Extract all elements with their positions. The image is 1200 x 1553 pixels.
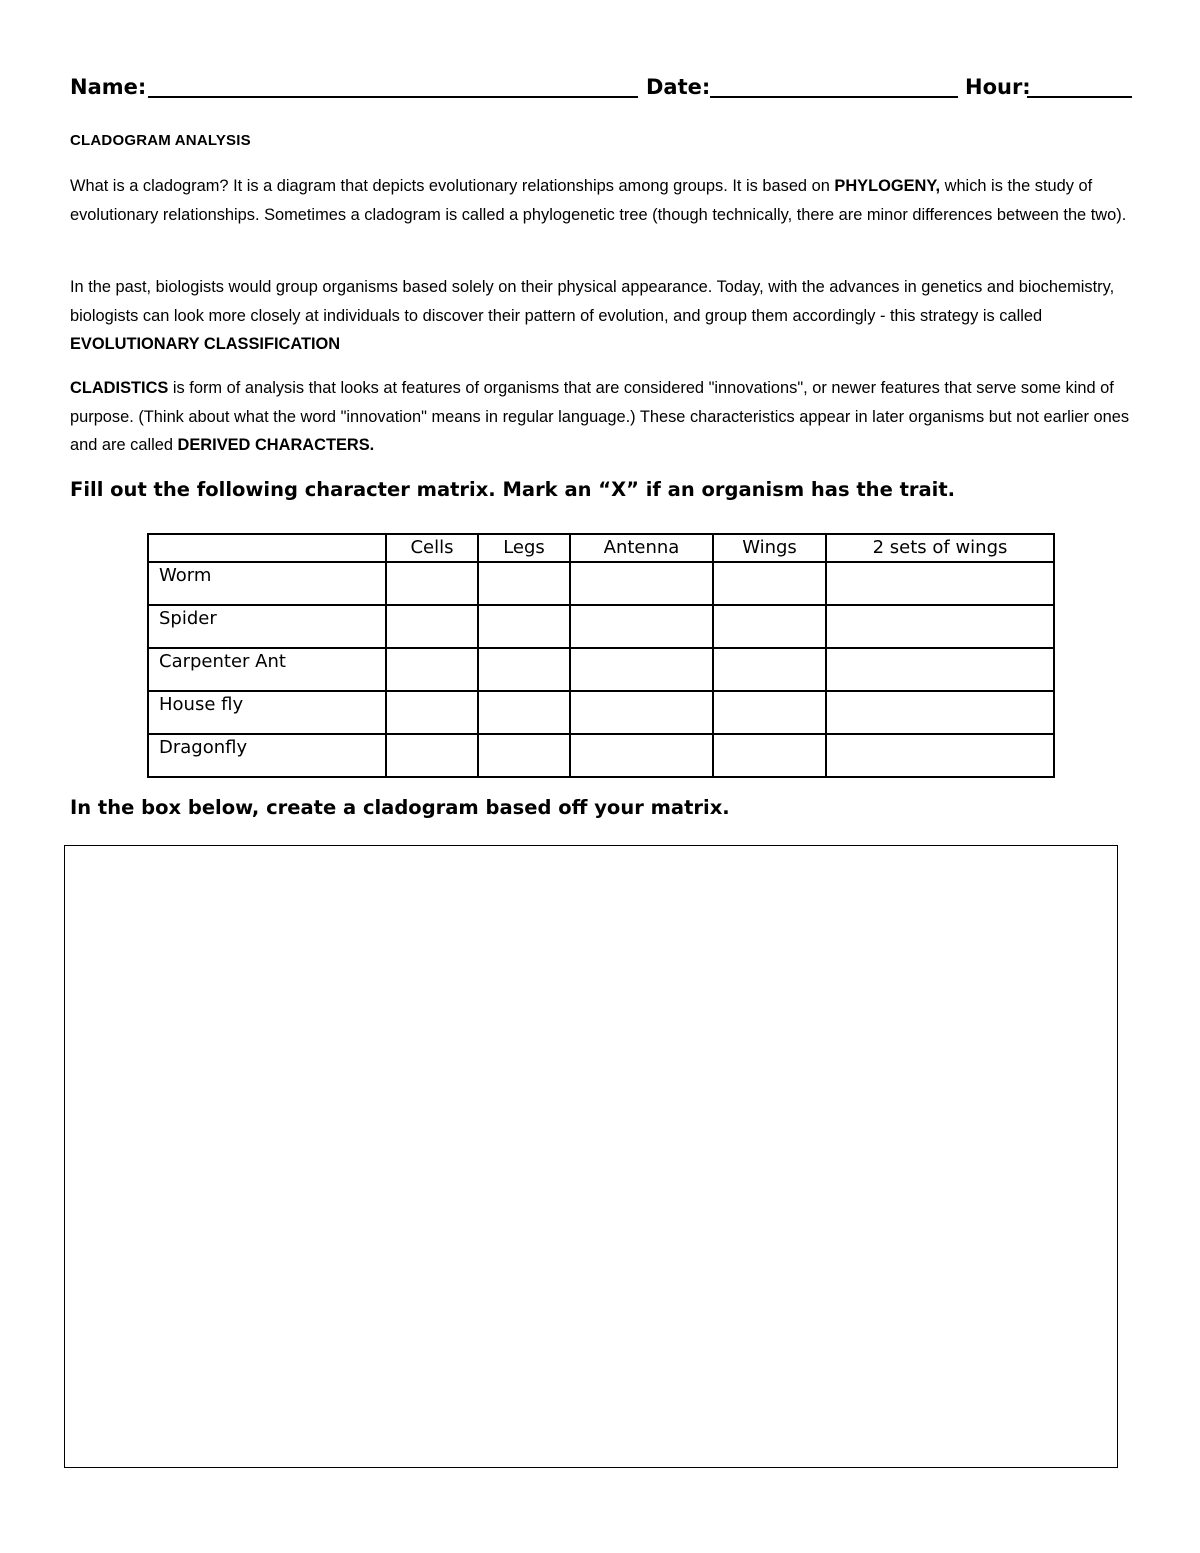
column-header-legs: Legs [478, 534, 570, 562]
matrix-cell[interactable] [713, 691, 826, 734]
matrix-corner-cell [148, 534, 386, 562]
paragraph3-term-derived-characters: DERIVED CHARACTERS. [177, 436, 375, 454]
matrix-cell[interactable] [386, 562, 478, 605]
paragraph2-term-evolutionary-classification: EVOLUTIONARY CLASSIFICATION [70, 335, 341, 353]
matrix-header-row [148, 534, 1054, 562]
matrix-cell[interactable] [713, 562, 826, 605]
row-label-spider: Spider [148, 605, 386, 648]
name-blank[interactable] [148, 96, 638, 98]
paragraph-cladistics [70, 374, 1130, 460]
student-info-line [70, 70, 1132, 104]
matrix-cell[interactable] [713, 734, 826, 777]
matrix-cell[interactable] [478, 648, 570, 691]
matrix-cell[interactable] [386, 691, 478, 734]
paragraph2-text-a: In the past, biologists would group organisms based solely on their physical appearance. Today, with the advances in genetics and biochemistry, biologists can look more closely at individuals to discover their pattern of evolution, and group them accordingly - this strategy is called [70, 278, 1115, 325]
table-row [148, 648, 1054, 691]
matrix-cell[interactable] [826, 734, 1054, 777]
hour-label: Hour: [965, 75, 1031, 99]
matrix-cell[interactable] [478, 734, 570, 777]
matrix-cell[interactable] [713, 605, 826, 648]
matrix-cell[interactable] [386, 605, 478, 648]
row-label-dragonfly: Dragonfly [148, 734, 386, 777]
matrix-cell[interactable] [826, 605, 1054, 648]
matrix-cell[interactable] [478, 605, 570, 648]
matrix-cell[interactable] [570, 648, 713, 691]
paragraph-cladogram-definition [70, 172, 1130, 229]
paragraph-evolutionary-classification [70, 273, 1130, 359]
table-row [148, 734, 1054, 777]
matrix-cell[interactable] [386, 648, 478, 691]
paragraph1-text-b: which is the study of evolutionary relationships. Sometimes a cladogram is called a phylogenetic tree (though technically, there are minor differences between the two). [70, 177, 1127, 224]
cladogram-box-instruction: In the box below, create a cladogram based off your matrix. [70, 796, 730, 819]
matrix-cell[interactable] [713, 648, 826, 691]
character-matrix-table [147, 533, 1055, 778]
cladogram-drawing-box[interactable] [64, 845, 1118, 1468]
paragraph1-term-phylogeny: PHYLOGENY, [834, 177, 941, 195]
matrix-cell[interactable] [826, 691, 1054, 734]
table-row [148, 691, 1054, 734]
column-header-wings: Wings [713, 534, 826, 562]
matrix-cell[interactable] [570, 562, 713, 605]
date-blank[interactable] [710, 96, 958, 98]
section-title: CLADOGRAM ANALYSIS [70, 132, 251, 149]
date-label: Date: [646, 75, 711, 99]
row-label-house-fly: House fly [148, 691, 386, 734]
matrix-cell[interactable] [570, 734, 713, 777]
paragraph3-text-a: is form of analysis that looks at features of organisms that are considered "innovations", or newer features that serve some kind of purpose. (Think about what the word "innovation" means in regular language.) These characteristics appear in later organisms but not earlier ones and are called [70, 379, 1130, 454]
matrix-cell[interactable] [570, 691, 713, 734]
table-row [148, 562, 1054, 605]
matrix-instruction: Fill out the following character matrix. Mark an “X” if an organism has the trait. [70, 478, 956, 501]
matrix-cell[interactable] [570, 605, 713, 648]
column-header-antenna: Antenna [570, 534, 713, 562]
column-header-2-sets-of-wings: 2 sets of wings [826, 534, 1054, 562]
row-label-carpenter-ant: Carpenter Ant [148, 648, 386, 691]
paragraph1-text-a: What is a cladogram? It is a diagram that depicts evolutionary relationships among groups. It is based on [70, 177, 835, 195]
hour-blank[interactable] [1027, 96, 1132, 98]
column-header-cells: Cells [386, 534, 478, 562]
matrix-cell[interactable] [386, 734, 478, 777]
row-label-worm: Worm [148, 562, 386, 605]
paragraph3-term-cladistics: CLADISTICS [70, 379, 169, 397]
matrix-cell[interactable] [826, 562, 1054, 605]
matrix-cell[interactable] [826, 648, 1054, 691]
table-row [148, 605, 1054, 648]
matrix-cell[interactable] [478, 691, 570, 734]
matrix-cell[interactable] [478, 562, 570, 605]
name-label: Name: [70, 75, 147, 99]
